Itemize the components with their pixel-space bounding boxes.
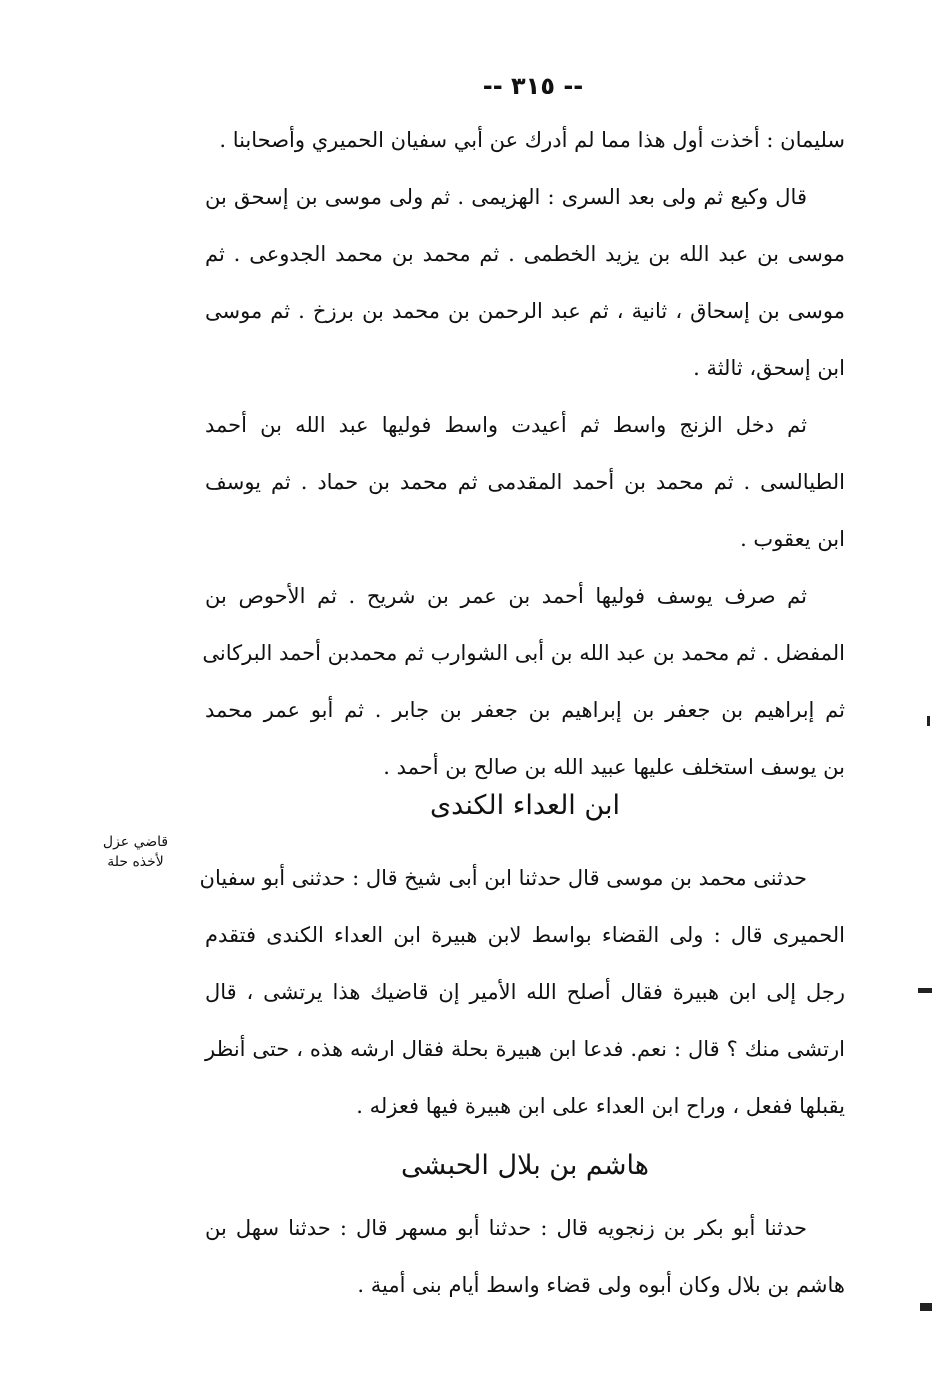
margin-note — [88, 832, 183, 872]
text-line: المفضل . ثم محمد بن عبد الله بن أبى الشوارب ثم محمدبن أحمد البركانى — [202, 641, 845, 665]
text-line: ابن إسحق، ثالثة . — [693, 356, 845, 380]
text-line: ارتشى منك ؟ قال : نعم. فدعا ابن هبيرة بحلة فقال ارشه هذه ، حتى أنظر — [205, 1037, 845, 1061]
text-line: حدثنا أبو بكر بن زنجويه قال : حدثنا أبو مسهر قال : حدثنا سهل بن — [205, 1216, 807, 1240]
text-line: الطيالسى . ثم محمد بن أحمد المقدمى ثم محمد بن حماد . ثم يوسف — [205, 470, 845, 494]
margin-note-line: قاضي عزل — [102, 834, 169, 850]
text-line: ثم صرف يوسف فوليها أحمد بن عمر بن شريح . ثم الأحوص بن — [205, 584, 807, 608]
text-block-1 — [202, 112, 845, 796]
text-line: يقبلها ففعل ، وراح ابن العداء على ابن هبيرة فيها فعزله . — [356, 1094, 845, 1118]
text-line: موسى بن عبد الله بن يزيد الخطمى . ثم محمد بن محمد الجدوعى . ثم — [205, 242, 845, 266]
text-line: هاشم بن بلال وكان أبوه ولى قضاء واسط أيام بنى أمية . — [357, 1273, 845, 1297]
scan-edge-mark — [918, 988, 932, 993]
text-line: رجل إلى ابن هبيرة فقال أصلح الله الأمير إن قاضيك هذا يرتشى ، قال — [205, 980, 845, 1004]
text-line: ثم دخل الزنج واسط ثم أعيدت واسط فوليها عبد الله بن أحمد — [205, 413, 807, 437]
margin-note-line: لأخذه حلة — [107, 854, 164, 870]
text-line: موسى بن إسحاق ، ثانية ، ثم عبد الرحمن بن محمد بن برزخ . ثم موسى — [205, 299, 845, 323]
text-line: ثم إبراهيم بن جعفر بن إبراهيم بن جعفر بن جابر . ثم أبو عمر محمد — [205, 698, 845, 722]
text-line: الحميرى قال : ولى القضاء بواسط لابن هبيرة ابن العداء الكندى فتقدم — [205, 923, 845, 947]
scan-edge-mark — [927, 716, 930, 726]
text-line: سليمان : أخذت أول هذا مما لم أدرك عن أبي سفيان الحميري وأصحابنا . — [219, 128, 845, 152]
text-block-3 — [205, 1200, 845, 1314]
text-line: بن يوسف استخلف عليها عبيد الله بن صالح بن أحمد . — [383, 755, 845, 779]
text-block-2 — [199, 850, 845, 1135]
section-heading: ابن العداء الكندى — [430, 790, 620, 821]
scan-edge-mark — [920, 1303, 932, 1311]
text-line: قال وكيع ثم ولى بعد السرى : الهزيمى . ثم ولى موسى بن إسحق بن — [205, 185, 807, 209]
text-line: ابن يعقوب . — [740, 527, 845, 551]
page-number: -- ٣١٥ -- — [482, 72, 584, 100]
section-heading: هاشم بن بلال الحبشى — [400, 1150, 649, 1181]
text-line: حدثنى محمد بن موسى قال حدثنا ابن أبى شيخ قال : حدثنى أبو سفيان — [199, 866, 807, 890]
